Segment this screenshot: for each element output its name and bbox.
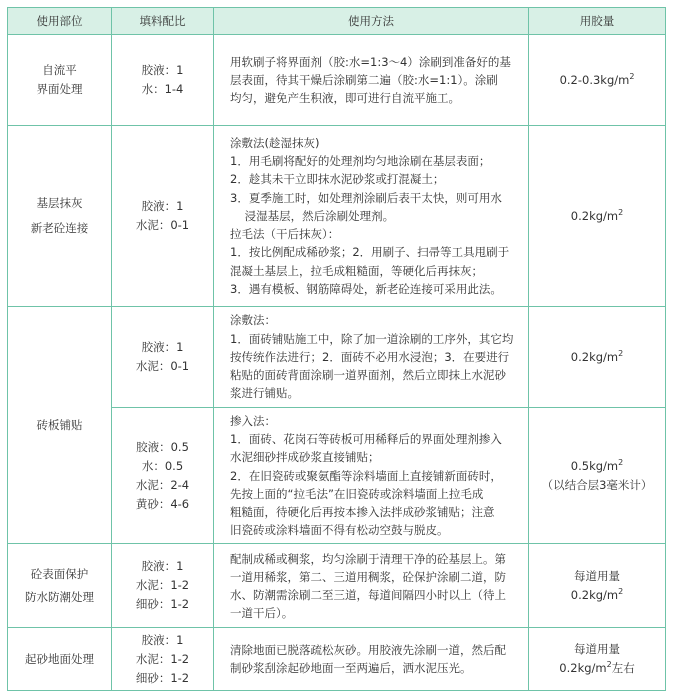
part-text: 砼表面保护 <box>30 566 89 581</box>
mix-text: 水泥：1-2 <box>135 578 190 593</box>
method-cell <box>214 307 529 408</box>
method-text: 用软刷子将界面剂（胶:水=1:3～4）涂刷到准备好的基 <box>230 54 511 69</box>
amount-cell <box>529 408 666 544</box>
part-text: 界面处理 <box>36 82 83 96</box>
table-row <box>8 544 666 628</box>
method-text: 一道用稀浆，第二、三道用稠浆，砼保护涂刷二道，防 <box>230 569 506 584</box>
mix-cell <box>112 126 214 307</box>
unit-superscript: 2 <box>618 457 624 467</box>
amount-label: 每道用量 <box>574 642 620 657</box>
method-text: 先按上面的“拉毛法”在旧瓷砖或涂料墙面上拉毛成 <box>230 486 484 501</box>
mix-text: 胶液：0.5 <box>136 439 189 454</box>
part-cell <box>8 307 112 544</box>
header-method: 使用方法 <box>214 8 529 35</box>
method-text: 2．在旧瓷砖或聚氨酯等涂料墙面上直接铺新面砖时， <box>230 468 502 483</box>
method-text: 1．用毛刷将配好的处理剂均匀地涂刷在基层表面； <box>230 154 491 169</box>
unit-superscript: 2 <box>618 587 624 597</box>
method-text: 1．按比例配成稀砂浆；2．用刷子、扫帚等工具甩刷于 <box>230 245 510 260</box>
method-text: 2．趁其未干立即抹水泥砂浆或打混凝土； <box>230 172 445 187</box>
table-row <box>8 35 666 126</box>
amount-text: $0.2-0.3kg/m^2$ <box>559 71 635 87</box>
amount-text: $0.2kg/m^2$ <box>570 348 624 364</box>
mix-cell <box>112 307 214 408</box>
mix-cell <box>112 544 214 628</box>
unit-superscript: 2 <box>618 207 624 217</box>
mix-text: 水：0.5 <box>141 458 184 473</box>
mix-cell <box>112 408 214 544</box>
table-row <box>8 126 666 307</box>
method-cell <box>214 126 529 307</box>
method-text: 混凝土基层上，拉毛成粗糙面，等硬化后再抹灰； <box>230 263 483 278</box>
mix-text: 胶液：1 <box>141 199 184 213</box>
mix-text: 胶液：1 <box>141 559 184 574</box>
method-cell <box>214 35 529 126</box>
mix-text: 水泥：0-1 <box>135 359 190 373</box>
amount-text: $0.2kg/m^2$左右 <box>559 660 635 676</box>
method-text: 层表面，待其干燥后涂刷第二遍（胶:水=1:1）。涂刷 <box>230 72 498 87</box>
method-text: 浆进行铺贴。 <box>230 386 299 401</box>
method-text: 水、防潮需涂刷二至三道，每道间隔四小时以上（待上 <box>230 587 506 602</box>
mix-text: 水泥：2-4 <box>135 477 190 492</box>
method-text: 涂敷法： <box>230 313 276 328</box>
method-text: 1．面砖、花岗石等砖板可用稀释后的界面处理剂掺入 <box>230 432 502 447</box>
mix-text: 水泥：1-2 <box>135 651 190 666</box>
method-text: 水泥细砂拌成砂浆直接铺贴； <box>230 450 380 465</box>
mix-text: 细砂：1-2 <box>135 670 190 685</box>
method-text: 一道干后）。 <box>230 606 294 621</box>
header-part: 使用部位 <box>8 8 112 35</box>
part-text: 砖板铺贴 <box>36 417 83 432</box>
method-text: 配制成稀或稠浆，均匀涂刷于清理干净的砼基层上。第 <box>230 551 506 566</box>
part-text: 基层抹灰 <box>36 196 83 210</box>
mix-text: 细砂：1-2 <box>135 597 190 612</box>
mix-text: 水泥：0-1 <box>135 218 190 232</box>
mix-cell <box>112 628 214 691</box>
amount-cell <box>529 35 666 126</box>
method-text: 3．遇有模板、钢筋障碍处，新老砼连接可采用此法。 <box>230 281 502 296</box>
amount-label: 每道用量 <box>574 568 620 583</box>
part-text: 新老砼连接 <box>30 221 89 235</box>
part-cell <box>8 126 112 307</box>
method-text: 制砂浆刮涂起砂地面一至两遍后，洒水泥压光。 <box>230 661 472 676</box>
mix-text: 水：1-4 <box>141 82 184 96</box>
amount-cell <box>529 544 666 628</box>
usage-table <box>7 7 666 691</box>
method-text: 浸湿基层，然后涂刷处理剂。 <box>230 208 395 223</box>
mix-cell <box>112 35 214 126</box>
mix-text: 胶液：1 <box>141 63 184 77</box>
amount-text: $0.2kg/m^2$ <box>570 587 624 602</box>
amount-text: $0.2kg/m^2$ <box>570 207 624 223</box>
method-text: 粗糙面，待硬化后再按本掺入法拌成砂浆铺贴；注意 <box>230 505 495 520</box>
mix-text: 胶液：1 <box>141 632 184 647</box>
mix-text: 黄砂：4-6 <box>135 496 190 511</box>
table-row <box>8 628 666 691</box>
method-cell <box>214 628 529 691</box>
method-text: 清除地面已脱落疏松灰砂。用胶液先涂刷一道，然后配 <box>230 643 506 658</box>
amount-cell <box>529 628 666 691</box>
method-text: 涂敷法(趁湿抹灰) <box>230 136 320 151</box>
method-cell <box>214 544 529 628</box>
method-text: 1．面砖铺贴施工中，除了加一道涂刷的工序外，其它均 <box>230 331 514 346</box>
method-cell <box>214 408 529 544</box>
method-text: 掺入法： <box>230 414 276 428</box>
part-cell <box>8 544 112 628</box>
header-row <box>8 8 666 35</box>
mix-text: 胶液：1 <box>141 340 184 354</box>
method-text: 旧瓷砖或涂料墙面不得有松动空鼓与脱皮。 <box>230 523 449 538</box>
part-text: 自流平 <box>42 63 77 77</box>
method-text: 拉毛法（干后抹灰）： <box>230 227 340 242</box>
part-cell <box>8 628 112 691</box>
method-text: 均匀，避免产生积液，即可进行自流平施工。 <box>230 91 460 106</box>
amount-cell <box>529 307 666 408</box>
unit-superscript: 2 <box>606 660 612 670</box>
table-row <box>8 307 666 408</box>
amount-cell <box>529 126 666 307</box>
unit-superscript: 2 <box>618 348 624 358</box>
part-cell <box>8 35 112 126</box>
amount-text: $0.5kg/m^2$ <box>570 457 624 473</box>
part-text: 防水防潮处理 <box>25 589 94 604</box>
unit-superscript: 2 <box>629 71 635 81</box>
amount-note: （以结合层3毫米计） <box>541 477 653 492</box>
header-amount: 用胶量 <box>529 8 666 35</box>
method-text: 3．夏季施工时，如处理剂涂刷后表干太快，则可用水 <box>230 190 502 205</box>
header-mix: 填料配比 <box>112 8 214 35</box>
part-text: 起砂地面处理 <box>25 651 94 666</box>
method-text: 按传统作法进行；2．面砖不必用水浸泡；3．在要进行 <box>230 349 510 364</box>
method-text: 粘贴的面砖背面涂刷一道界面剂，然后立即抹上水泥砂 <box>230 368 506 383</box>
